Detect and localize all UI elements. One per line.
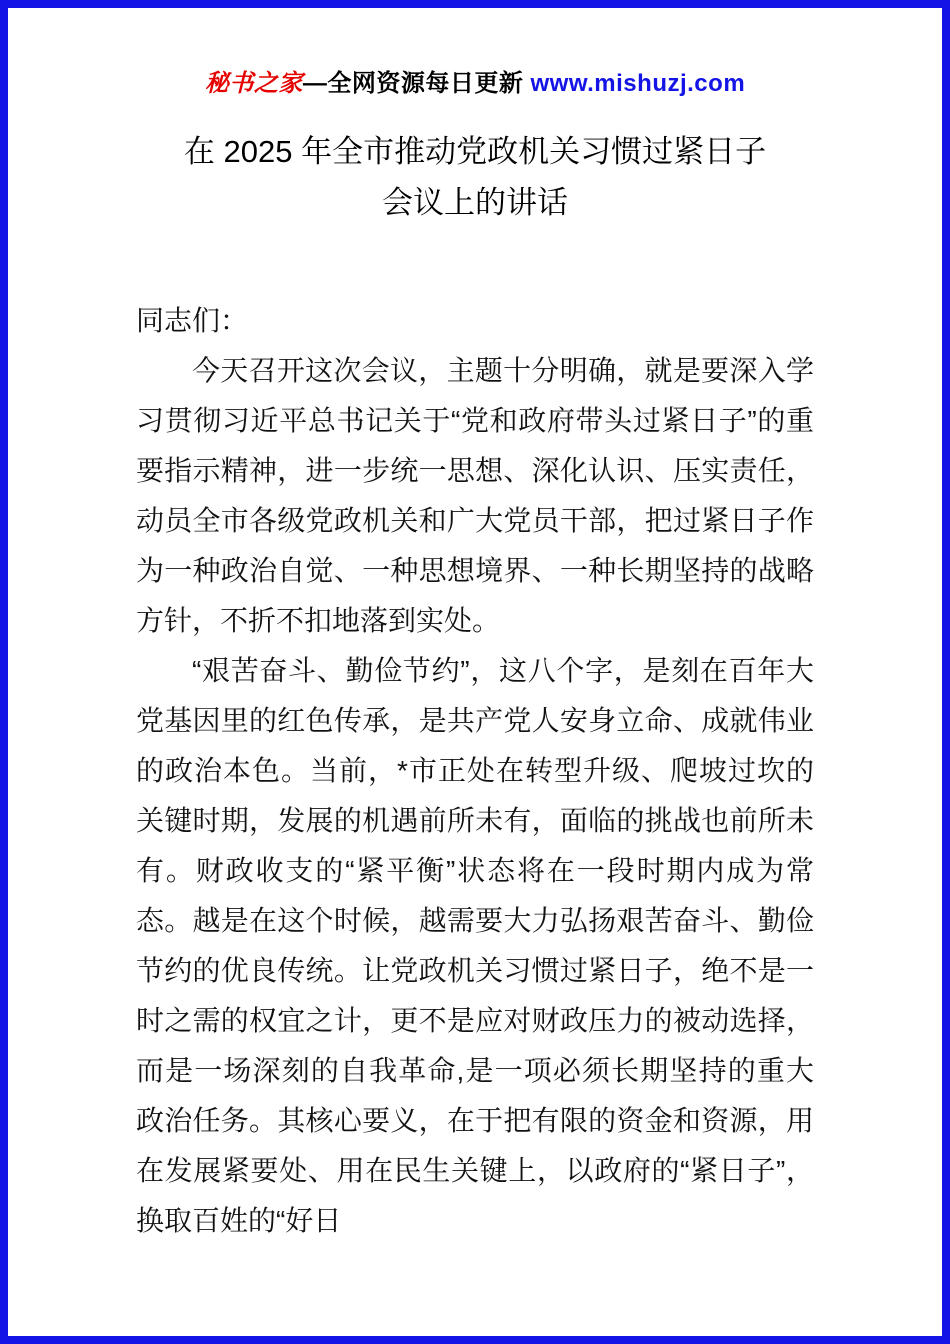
site-name: 秘书之家 — [204, 70, 303, 97]
site-tagline: —全网资源每日更新 — [302, 70, 531, 97]
site-header — [136, 63, 814, 98]
site-url-link[interactable]: www.mishuzj.com — [530, 70, 746, 97]
salutation: 同志们： — [136, 305, 249, 337]
title-line-2: 会议上的讲话 — [382, 185, 568, 221]
paragraph-2: “艰苦奋斗、勤俭节约”，这八个字，是刻在百年大党基因里的红色传承，是共产党人安身立命、成就伟业的政治本色。当前，*市正处在转型升级、爬坡过坎的关键时期，发展的机遇前所未有，面临的挑战也前所未有。财政收支的“紧平衡”状态将在一段时期内成为常态。越是在这个时候，越需要大力弘扬艰苦奋斗、勤俭节约的优良传统。让党政机关习惯过紧日子，绝不是一时之需的权宜之计，更不是应对财政压力的被动选择，而是一场深刻的自我革命,是一项必须长期坚持的重大政治任务。其核心要义，在于把有限的资金和资源，用在发展紧要处、用在民生关键上，以政府的“紧日子”，换取百姓的“好日 — [136, 655, 814, 1237]
document-body — [136, 296, 814, 1246]
title-line-1: 在 2025 年全市推动党政机关习惯过紧日子 — [183, 134, 767, 169]
document-title — [136, 126, 814, 228]
paragraph-1: 今天召开这次会议，主题十分明确，就是要深入学习贯彻习近平总书记关于“党和政府带头过紧日子”的重要指示精神，进一步统一思想、深化认识、压实责任，动员全市各级党政机关和广大党员干部，把过紧日子作为一种政治自觉、一种思想境界、一种长期坚持的战略方针，不折不扣地落到实处。 — [136, 355, 814, 637]
